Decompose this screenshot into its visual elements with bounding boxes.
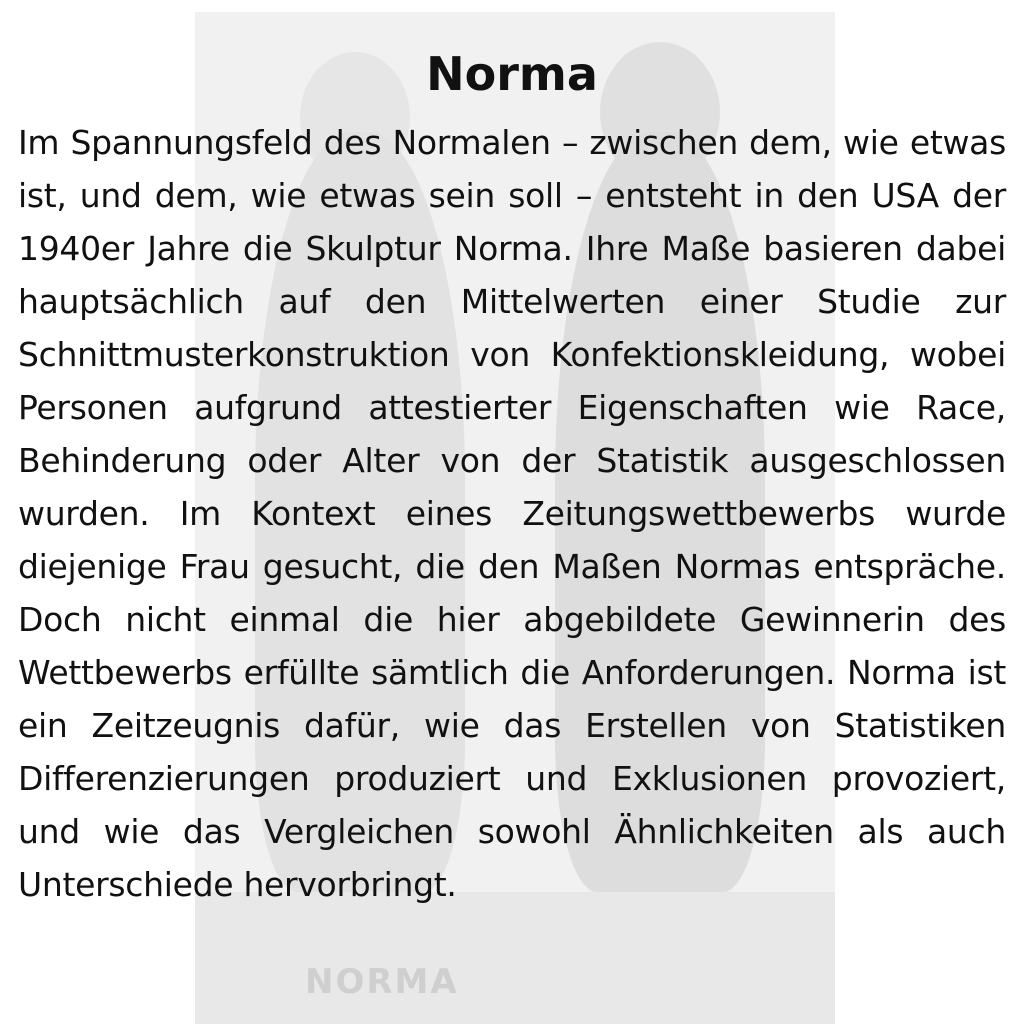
page-title: Norma: [426, 47, 598, 101]
text-content: [18, 38, 1006, 911]
background-plinth: [195, 892, 835, 1024]
background-plinth-label: NORMA: [305, 962, 459, 1002]
body-paragraph: Im Spannungsfeld des Normalen – zwischen dem, wie etwas ist, und dem, wie etwas sein soll – entsteht in den USA der 1940er Jahre die Skulptur Norma. Ihre Maße basieren dabei hauptsächlich auf den Mittelwerten einer Studie zur Schnittmusterkonstruktion von Konfektionskleidung, wobei Personen aufgrund attestierter Eigenschaften wie Race, Behinderung oder Alter von der Statistik ausgeschlossen wurden. Im Kontext eines Zeitungswettbewerbs wurde diejenige Frau gesucht, die den Maßen Normas entspräche. Doch nicht einmal die hier abgebildete Gewinnerin des Wettbewerbs erfüllte sämtlich die Anforderungen. Norma ist ein Zeitzeugnis dafür, wie das Erstellen von Statistiken Differenzierungen produziert und Exklusionen provoziert, und wie das Vergleichen sowohl Ähnlichkeiten als auch Unterschiede hervorbringt.: [18, 123, 1006, 904]
